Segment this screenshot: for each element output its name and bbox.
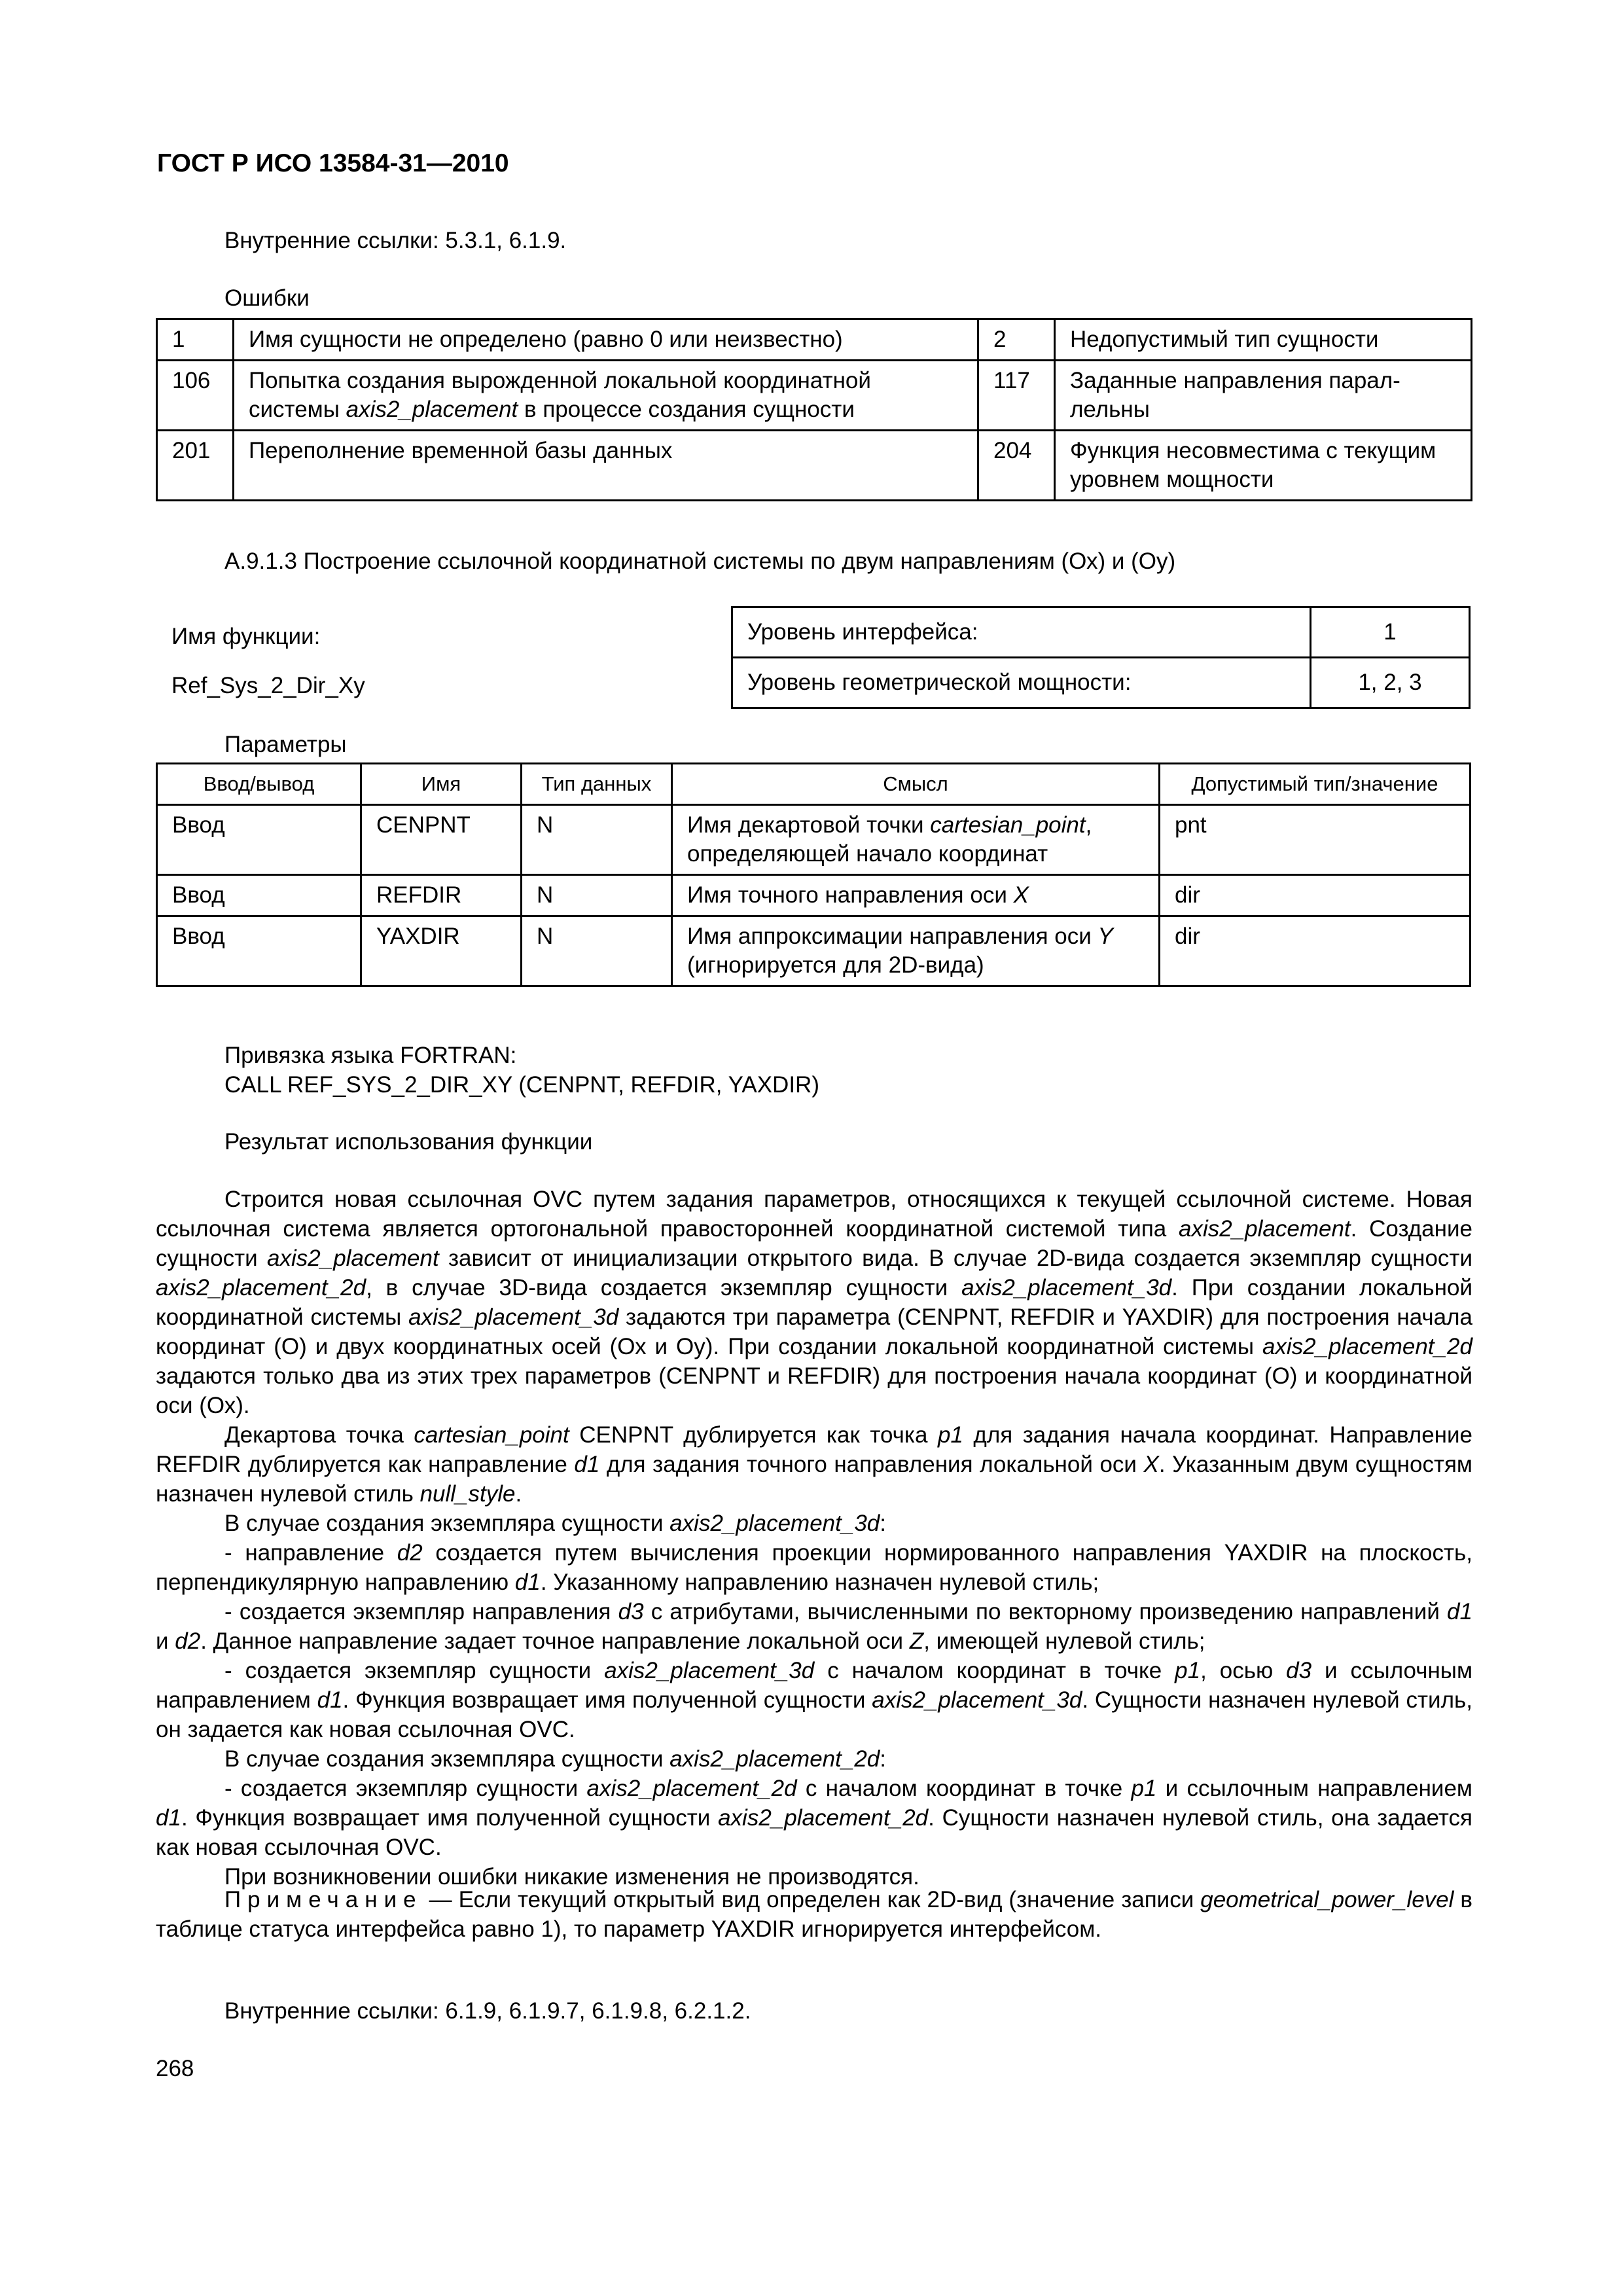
error-code: 2 (978, 319, 1055, 361)
result-label: Результат использования функции (224, 1129, 593, 1155)
error-text: Имя сущности не определено (равно 0 или неизвестно) (234, 319, 978, 361)
param-meaning: Имя точного направления оси X (672, 875, 1160, 916)
column-header: Тип данных (522, 764, 672, 805)
param-value: dir (1160, 916, 1471, 986)
error-code: 117 (978, 361, 1055, 431)
paragraph: - направление d2 создается путем вычисления проекции нормированного направления YAXDIR на плоскость, перпендикулярную направлению d1. Указанному направлению назначен нулевой стиль; (156, 1540, 1472, 1595)
param-name: YAXDIR (361, 916, 522, 986)
paragraph: Строится новая ссылочная OVC путем задания параметров, относящихся к текущей ссылочной системе. Новая ссылочная система является ортогональной правосторонней координатной системой типа axis2_placement. Создание сущности axis2_placement зависит от инициализации открытого вида. В случае 2D-вида создается экземпляр сущности axis2_placement_2d, в случае 3D-вида создается экземпляр сущности axis2_placement_3d. При создании локальной координатной системы axis2_placement_3d задаются три параметра (CENPNT, REFDIR и YAXDIR) для построения начала координат (О) и двух координатных осей (Ох и Оу). При создании локальной координатной системы axis2_placement_2d задаются только два из этих трех параметров (CENPNT и REFDIR) для построения начала координат (О) и координатной оси (Ох). (156, 1187, 1472, 1418)
table-row (157, 875, 1471, 916)
table-row (157, 805, 1471, 875)
error-text: Заданные направления парал-лельны (1055, 361, 1472, 431)
param-meaning: Имя декартовой точки cartesian_point, определяющей начало координат (672, 805, 1160, 875)
paragraph: - создается экземпляр сущности axis2_placement_3d с началом координат в точке p1, осью d3 и ссылочным направлением d1. Функция возвращает имя полученной сущности axis2_placement_3d. Сущности назначен нулевой стиль, он задается как новая ссылочная OVC. (156, 1658, 1473, 1742)
param-io: Ввод (157, 805, 361, 875)
table-row (157, 431, 1472, 501)
param-type: N (522, 875, 672, 916)
params-label: Параметры (224, 732, 347, 757)
interface-level-value: 1 (1311, 607, 1470, 658)
param-io: Ввод (157, 875, 361, 916)
table-row (732, 607, 1470, 658)
errors-label: Ошибки (224, 285, 310, 311)
fortran-label: Привязка языка FORTRAN: (224, 1043, 517, 1068)
paragraph: - создается экземпляр сущности axis2_placement_2d с началом координат в точке p1 и ссылочным направлением d1. Функция возвращает имя полученной сущности axis2_placement_2d. Сущности назначен нулевой стиль, она задается как новая ссылочная OVC. (156, 1776, 1472, 1860)
page-number: 268 (156, 2056, 194, 2081)
params-table (156, 762, 1471, 987)
column-header: Смысл (672, 764, 1160, 805)
param-value: pnt (1160, 805, 1471, 875)
power-level-label: Уровень геометрической мощности: (732, 658, 1311, 708)
param-name: CENPNT (361, 805, 522, 875)
note-text: Примечание — Если текущий открытый вид определен как 2D-вид (значение записи geometrical_power_level в таблице статуса интерфейса равно 1), то параметр YAXDIR игнорируется интерфейсом. (156, 1887, 1472, 1942)
table-row (157, 916, 1471, 986)
paragraph: В случае создания экземпляра сущности axis2_placement_3d: (224, 1511, 886, 1536)
note (156, 1885, 1472, 1944)
param-io: Ввод (157, 916, 361, 986)
note-label: Примечание (224, 1887, 423, 1912)
param-value: dir (1160, 875, 1471, 916)
error-code: 204 (978, 431, 1055, 501)
error-code: 106 (157, 361, 234, 431)
section-heading: А.9.1.3 Построение ссылочной координатной системы по двум направлениям (Ох) и (Оу) (224, 548, 1176, 574)
interface-table (731, 606, 1471, 709)
table-row (157, 361, 1472, 431)
param-meaning: Имя аппроксимации направления оси Y (игнорируется для 2D-вида) (672, 916, 1160, 986)
result-body (156, 1185, 1472, 1892)
error-code: 201 (157, 431, 234, 501)
error-text: Попытка создания вырожденной локальной координатной системы axis2_placement в процессе создания сущности (234, 361, 978, 431)
paragraph: - создается экземпляр направления d3 с атрибутами, вычисленными по векторному произведению направлений d1 и d2. Данное направление задает точное направление локальной оси Z, имеющей нулевой стиль; (156, 1599, 1472, 1654)
function-label: Имя функции: (171, 624, 321, 649)
error-text: Недопустимый тип сущности (1055, 319, 1472, 361)
param-name: REFDIR (361, 875, 522, 916)
internal-refs-top: Внутренние ссылки: 5.3.1, 6.1.9. (224, 228, 567, 253)
table-header-row (157, 764, 1471, 805)
paragraph: При возникновении ошибки никакие изменения не производятся. (224, 1864, 919, 1890)
param-type: N (522, 916, 672, 986)
errors-table (156, 318, 1472, 501)
error-code: 1 (157, 319, 234, 361)
param-type: N (522, 805, 672, 875)
function-name: Ref_Sys_2_Dir_Xy (171, 673, 365, 698)
column-header: Допустимый тип/значение (1160, 764, 1471, 805)
table-row (732, 658, 1470, 708)
paragraph: Декартова точка cartesian_point CENPNT дублируется как точка p1 для задания начала координат. Направление REFDIR дублируется как направление d1 для задания точного направления локальной оси X. Указанным двум сущностям назначен нулевой стиль null_style. (156, 1422, 1472, 1507)
table-row (157, 319, 1472, 361)
column-header: Имя (361, 764, 522, 805)
interface-level-label: Уровень интерфейса: (732, 607, 1311, 658)
error-text: Функция несовместима с текущим уровнем мощности (1055, 431, 1472, 501)
error-text: Переполнение временной базы данных (234, 431, 978, 501)
paragraph: В случае создания экземпляра сущности axis2_placement_2d: (224, 1746, 886, 1772)
column-header: Ввод/вывод (157, 764, 361, 805)
document-title: ГОСТ Р ИСО 13584-31—2010 (157, 149, 509, 177)
internal-refs-bottom: Внутренние ссылки: 6.1.9, 6.1.9.7, 6.1.9.8, 6.2.1.2. (224, 1998, 751, 2024)
power-level-value: 1, 2, 3 (1311, 658, 1470, 708)
fortran-call: CALL REF_SYS_2_DIR_XY (CENPNT, REFDIR, YAXDIR) (224, 1072, 819, 1098)
